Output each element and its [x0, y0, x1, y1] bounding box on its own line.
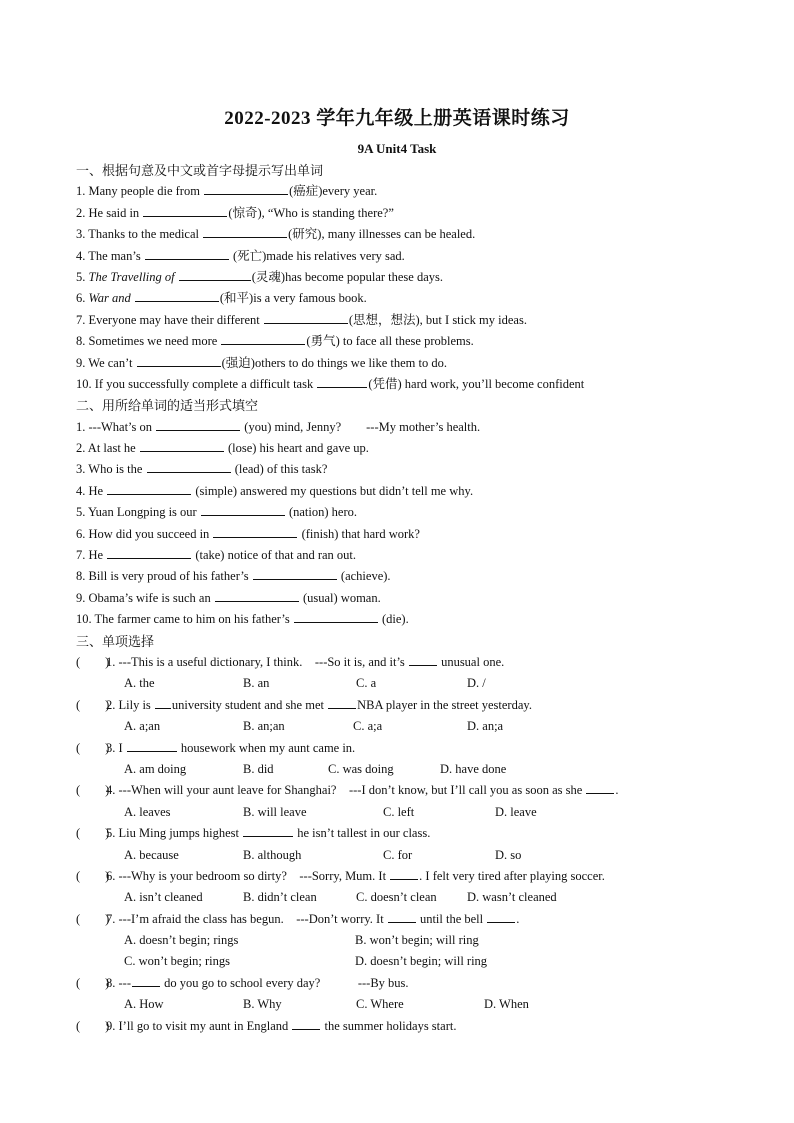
- mc-question-7: ( )7. ---I’m afraid the class has begun. ---Don’t worry. It until the bell .: [76, 909, 736, 930]
- option-a[interactable]: A. am doing: [124, 761, 187, 776]
- answer-paren[interactable]: ( ): [76, 826, 110, 841]
- answer-blank[interactable]: [317, 374, 367, 388]
- answer-blank[interactable]: [243, 823, 293, 837]
- mc-options-5: [76, 845, 736, 866]
- answer-blank[interactable]: [264, 310, 348, 324]
- mc-options-1: [76, 673, 736, 694]
- option-a[interactable]: A. isn’t cleaned: [124, 890, 203, 905]
- s1-item-8: 8. Sometimes we need more (勇气) to face all these problems.: [76, 331, 736, 352]
- option-a[interactable]: A. leaves: [124, 804, 171, 819]
- s2-item-9: 9. Obama’s wife is such an (usual) woman.: [76, 588, 736, 609]
- mc-options-3: [76, 759, 736, 780]
- option-c[interactable]: C. for: [383, 847, 413, 862]
- answer-paren[interactable]: ( ): [76, 975, 110, 990]
- answer-blank[interactable]: [147, 459, 231, 473]
- answer-blank[interactable]: [107, 545, 191, 559]
- s2-item-4: 4. He (simple) answered my questions but didn’t tell me why.: [76, 481, 736, 502]
- option-c[interactable]: C. doesn’t clean: [356, 890, 437, 905]
- s1-item-4: 4. The man’s (死亡)made his relatives very sad.: [76, 246, 736, 267]
- answer-blank[interactable]: [140, 438, 224, 452]
- s2-item-6: 6. How did you succeed in (finish) that hard work?: [76, 524, 736, 545]
- answer-blank[interactable]: [143, 203, 227, 217]
- option-d[interactable]: D. wasn’t cleaned: [467, 890, 557, 905]
- option-b[interactable]: B. Why: [243, 997, 282, 1012]
- mc-options-6: [76, 887, 736, 908]
- answer-blank[interactable]: [132, 973, 160, 987]
- answer-blank[interactable]: [156, 417, 240, 431]
- option-a[interactable]: A. doesn’t begin; rings: [124, 933, 239, 948]
- s2-item-3: 3. Who is the (lead) of this task?: [76, 459, 736, 480]
- s2-item-7: 7. He (take) notice of that and ran out.: [76, 545, 736, 566]
- option-c[interactable]: C. Where: [356, 997, 404, 1012]
- answer-blank[interactable]: [204, 181, 288, 195]
- s2-item-5: 5. Yuan Longping is our (nation) hero.: [76, 502, 736, 523]
- s2-item-1: 1. ---What’s on (you) mind, Jenny? ---My mother’s health.: [76, 417, 736, 438]
- answer-blank[interactable]: [135, 288, 219, 302]
- worksheet-content: [76, 160, 736, 1037]
- answer-paren[interactable]: ( ): [76, 911, 110, 926]
- mc-options-2: [76, 716, 736, 737]
- mc-question-5: ( )5. Liu Ming jumps highest he isn’t tallest in our class.: [76, 823, 736, 844]
- s1-item-7: 7. Everyone may have their different (思想，想法), but I stick my ideas.: [76, 310, 736, 331]
- answer-paren[interactable]: ( ): [76, 1018, 110, 1033]
- answer-blank[interactable]: [253, 566, 337, 580]
- option-d[interactable]: D. have done: [440, 761, 507, 776]
- answer-blank[interactable]: [328, 695, 356, 709]
- option-c[interactable]: C. a: [356, 676, 377, 691]
- option-d[interactable]: D. /: [467, 676, 486, 691]
- mc-question-1: ( )1. ---This is a useful dictionary, I think. ---So it is, and it’s unusual one.: [76, 652, 736, 673]
- answer-blank[interactable]: [107, 481, 191, 495]
- mc-question-4: ( )4. ---When will your aunt leave for Shanghai? ---I don’t know, but I’ll call you as soon as she .: [76, 780, 736, 801]
- s1-item-5: 5. The Travelling of (灵魂)has become popular these days.: [76, 267, 736, 288]
- mc-question-8: ( )8. --- do you go to school every day? ---By bus.: [76, 973, 736, 994]
- option-a[interactable]: A. How: [124, 997, 164, 1012]
- option-b[interactable]: B. didn’t clean: [243, 890, 317, 905]
- answer-paren[interactable]: ( ): [76, 654, 110, 669]
- answer-paren[interactable]: ( ): [76, 868, 110, 883]
- option-b[interactable]: B. although: [243, 847, 302, 862]
- page-title: 2022-2023 学年九年级上册英语课时练习: [224, 108, 570, 129]
- s2-item-10: 10. The farmer came to him on his father’s (die).: [76, 609, 736, 630]
- section2-heading: 二、用所给单词的适当形式填空: [76, 398, 259, 414]
- option-b[interactable]: B. will leave: [243, 804, 307, 819]
- mc-options-4: [76, 802, 736, 823]
- s1-item-3: 3. Thanks to the medical (研究), many illnesses can be healed.: [76, 224, 736, 245]
- mc-question-3: ( )3. I housework when my aunt came in.: [76, 738, 736, 759]
- s2-item-2: 2. At last he (lose) his heart and gave up.: [76, 438, 736, 459]
- answer-blank[interactable]: [127, 738, 177, 752]
- answer-blank[interactable]: [155, 695, 171, 709]
- option-d[interactable]: D. leave: [495, 804, 537, 819]
- mc-question-9: ( )9. I’ll go to visit my aunt in England the summer holidays start.: [76, 1016, 736, 1037]
- option-a[interactable]: A. a;an: [124, 719, 161, 734]
- answer-blank[interactable]: [388, 909, 416, 923]
- mc-options-7b: [76, 951, 736, 972]
- option-c[interactable]: C. won’t begin; rings: [124, 954, 231, 969]
- answer-blank[interactable]: [203, 224, 287, 238]
- option-b[interactable]: B. won’t begin; will ring: [355, 933, 479, 948]
- mc-question-6: ( )6. ---Why is your bedroom so dirty? ---Sorry, Mum. It . I felt very tired after playing soccer.: [76, 866, 736, 887]
- s1-item-9: 9. We can’t (强迫)others to do things we like them to do.: [76, 353, 736, 374]
- answer-paren[interactable]: ( ): [76, 697, 110, 712]
- answer-blank[interactable]: [586, 780, 614, 794]
- option-c[interactable]: C. left: [383, 804, 415, 819]
- s2-item-8: 8. Bill is very proud of his father’s (achieve).: [76, 566, 736, 587]
- answer-blank[interactable]: [487, 909, 515, 923]
- section3-heading: 三、单项选择: [76, 633, 155, 649]
- answer-blank[interactable]: [215, 588, 299, 602]
- answer-blank[interactable]: [221, 331, 305, 345]
- option-d[interactable]: D. so: [495, 847, 522, 862]
- option-b[interactable]: B. an;an: [243, 719, 285, 734]
- page-subtitle: 9A Unit4 Task: [357, 141, 437, 156]
- answer-blank[interactable]: [390, 866, 418, 880]
- s1-item-2: 2. He said in (惊奇), “Who is standing there?”: [76, 203, 736, 224]
- option-c[interactable]: C. a;a: [353, 719, 383, 734]
- answer-blank[interactable]: [292, 1016, 320, 1030]
- option-a[interactable]: A. the: [124, 676, 155, 691]
- answer-paren[interactable]: ( ): [76, 740, 110, 755]
- s1-item-1: 1. Many people die from (癌症)every year.: [76, 181, 736, 202]
- option-d[interactable]: D. When: [484, 997, 529, 1012]
- answer-blank[interactable]: [179, 267, 251, 281]
- answer-paren[interactable]: ( ): [76, 783, 110, 798]
- answer-blank[interactable]: [145, 246, 229, 260]
- answer-blank[interactable]: [409, 652, 437, 666]
- s1-item-10: 10. If you successfully complete a difficult task (凭借) hard work, you’ll become confident: [76, 374, 736, 395]
- option-b[interactable]: B. an: [243, 676, 270, 691]
- option-b[interactable]: B. did: [243, 761, 274, 776]
- mc-options-7a: [76, 930, 736, 951]
- mc-question-2: ( )2. Lily is university student and she met NBA player in the street yesterday.: [76, 695, 736, 716]
- answer-blank[interactable]: [213, 524, 297, 538]
- option-d[interactable]: D. doesn’t begin; will ring: [355, 954, 488, 969]
- option-a[interactable]: A. because: [124, 847, 179, 862]
- option-c[interactable]: C. was doing: [328, 761, 394, 776]
- section1-heading: 一、根据句意及中文或首字母提示写出单词: [76, 163, 324, 178]
- option-d[interactable]: D. an;a: [467, 719, 504, 734]
- answer-blank[interactable]: [294, 609, 378, 623]
- answer-blank[interactable]: [137, 353, 221, 367]
- mc-options-8: [76, 994, 736, 1015]
- s1-item-6: 6. War and (和平)is a very famous book.: [76, 288, 736, 309]
- answer-blank[interactable]: [201, 502, 285, 516]
